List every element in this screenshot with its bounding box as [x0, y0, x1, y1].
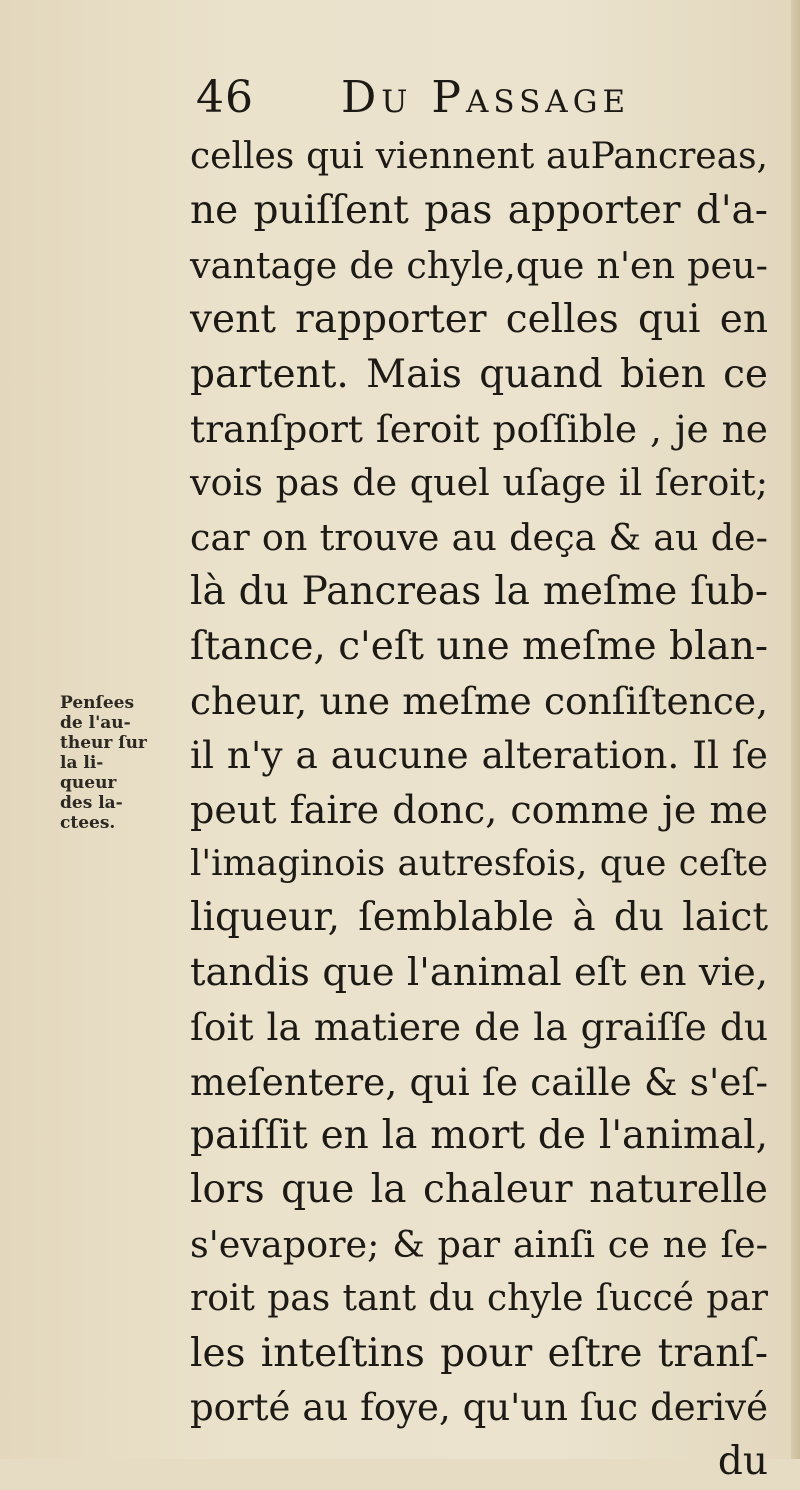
text-line: l'imaginois autresfois, que ceſte — [190, 843, 768, 885]
text-line: vantage de chyle,que n'en peu- — [190, 243, 768, 287]
text-line: tranſport ſeroit poſſible , je ne — [190, 406, 768, 451]
catchword: du — [717, 1439, 768, 1485]
text-line: les inteſtins pour eſtre tranſ- — [190, 1330, 768, 1376]
margin-note-line: Penſees — [60, 693, 135, 713]
text-line: car on trouve au deça & au de- — [190, 515, 768, 559]
text-line: ſtance, c'eſt une meſme blan- — [190, 623, 768, 669]
text-line: ſoit la matiere de la graiſſe du — [190, 1005, 768, 1050]
text-line: s'evapore; & par ainſi ce ne ſe- — [190, 1222, 768, 1266]
text-line: partent. Mais quand bien ce — [190, 351, 768, 397]
text-line: là du Pancreas la meſme ſub- — [190, 569, 768, 615]
margin-note-line: la li- — [60, 753, 104, 773]
text-line: vent rapporter celles qui en — [190, 297, 768, 343]
body-text — [190, 130, 768, 1490]
text-line: paiſſit en la mort de l'animal, — [190, 1113, 768, 1159]
page-number: 46 — [196, 72, 254, 123]
text-line: tandis que l'animal eſt en vie, — [190, 949, 768, 995]
text-line: vois pas de quel uſage il ſeroit; — [190, 461, 768, 505]
text-line: peut faire donc, comme je me — [190, 787, 768, 832]
text-line: liqueur, ſemblable à du laict — [190, 895, 768, 941]
page-edge — [791, 0, 800, 1459]
margin-note-line: des la- — [60, 793, 123, 813]
page-header — [196, 66, 776, 130]
text-line: il n'y a aucune alteration. Il ſe — [190, 733, 768, 778]
text-line: meſentere, qui ſe caille & s'eſ- — [190, 1059, 768, 1104]
text-line: roit pas tant du chyle ſuccé par — [190, 1278, 768, 1320]
margin-note-line: ctees. — [60, 813, 116, 833]
margin-note-line: queur — [60, 773, 117, 793]
text-line: porté au foye, qu'un ſuc derivé — [190, 1385, 768, 1429]
margin-note-line: de l'au- — [60, 713, 131, 733]
text-line: celles qui viennent auPancreas, — [190, 136, 768, 177]
text-line: ne puiſſent pas apporter d'a- — [190, 188, 768, 234]
running-title: Du Passage — [341, 72, 631, 123]
margin-note — [60, 693, 185, 833]
text-line: cheur, une meſme conſiſtence, — [190, 678, 768, 723]
margin-note-line: theur ſur — [60, 733, 147, 753]
text-line: lors que la chaleur naturelle — [190, 1167, 768, 1213]
